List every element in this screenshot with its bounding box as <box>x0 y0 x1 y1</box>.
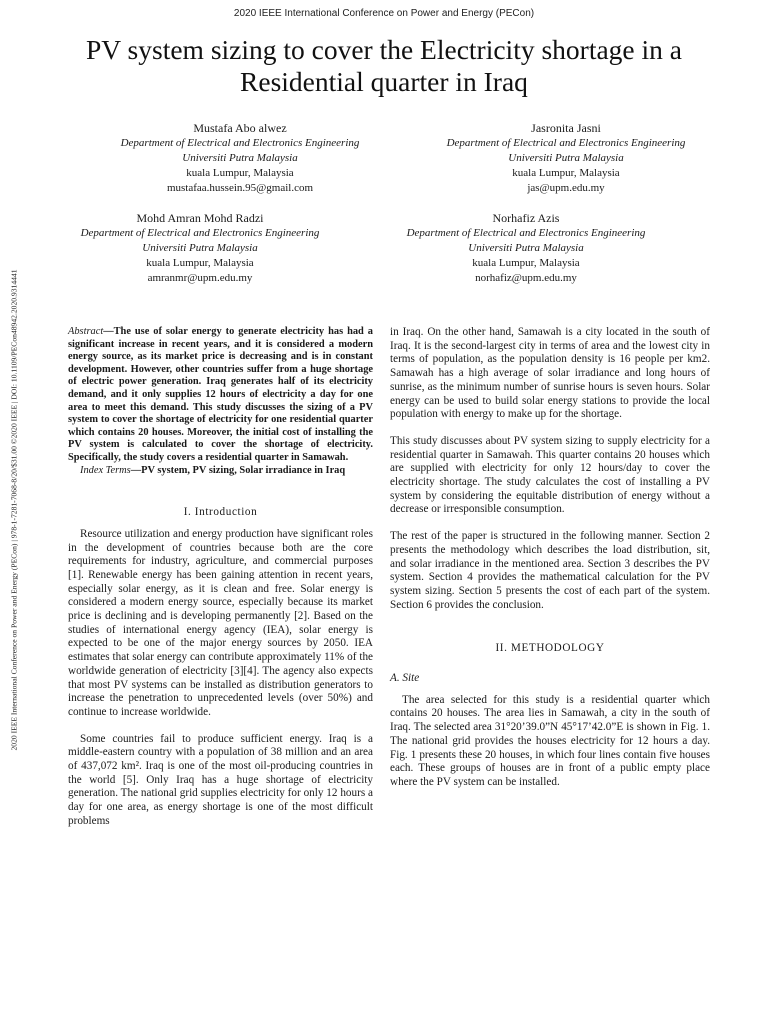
author-email: mustafaa.hussein.95@gmail.com <box>166 182 314 194</box>
author-block-4 <box>376 210 676 286</box>
author-email: amranmr@upm.edu.my <box>147 272 253 284</box>
author-email: norhafiz@upm.edu.my <box>475 272 577 284</box>
abstract <box>68 326 373 465</box>
author-dept: Department of Electrical and Electronics Engineering <box>80 227 320 239</box>
author-city: kuala Lumpur, Malaysia <box>146 257 254 269</box>
author-dept: Department of Electrical and Electronics Engineering <box>446 137 686 149</box>
author-univ: Universiti Putra Malaysia <box>508 152 624 164</box>
author-name: Jasronita Jasni <box>531 121 601 135</box>
author-dept: Department of Electrical and Electronics Engineering <box>406 227 646 239</box>
abstract-text: —The use of solar energy to generate electricity has had a significant increase in recent years, and it is considered a modern energy source, as its market price is decreasing and is in constant development. However, other countries suffer from a huge shortage of electric power generation. Iraq generates half of its electricity demand, and it only supplies 12 hours of electricity a day for one area to meet this demand. This study discusses the sizing of a PV system to cover the shortage of electricity for one residential quarter which contains 20 houses. Moreover, the initial cost of installing the PV system is calculated to cover the shortage of electricity. Specifically, the study covers a residential quarter in Samawah. <box>68 326 373 463</box>
intro-paragraph-4: This study discusses about PV system sizing to supply electricity for a residential quarter in Samawah. This quarter contains 20 houses which are supplied with electricity for only 12 hours/day to cover the electricity shortage. The study calculates the cost of installing a PV system by considering the equitable distribution of energy without a decrease or irresponsible consumption. <box>390 434 710 516</box>
author-name: Norhafiz Azis <box>492 211 560 225</box>
author-univ: Universiti Putra Malaysia <box>182 152 298 164</box>
intro-paragraph-3: in Iraq. On the other hand, Samawah is a city located in the south of Iraq. It is the second-largest city in terms of area and the lowest city in terms of population, as the population density is 16 people per km2. Samawah has a high average of solar irradiance and long hours of sunrise, as the minimum number of sunrise hours is seven hours. Solar energy can be used to build solar energy stations to provide the local population with energy to make up for the shortage. <box>390 326 710 421</box>
author-univ: Universiti Putra Malaysia <box>468 242 584 254</box>
author-dept: Department of Electrical and Electronics Engineering <box>120 137 360 149</box>
paper-title: PV system sizing to cover the Electricity shortage in a Residential quarter in Iraq <box>86 34 682 97</box>
subsection-heading-site: A. Site <box>390 672 420 685</box>
intro-paragraph-2: Some countries fail to produce sufficient energy. Iraq is a middle-eastern country with a population of 38 million and an area of 437,072 km². Iraq is one of the most oil-producing countries in the world [5]. Only Iraq has a huge shortage of electricity generation. The national grid supplies electricity for only 12 hours a day for one area, as energy shortage is one of the most difficult problems <box>68 732 373 827</box>
section-heading-introduction: I. Introduction <box>183 506 258 519</box>
author-name: Mustafa Abo alwez <box>193 121 287 135</box>
author-block-1 <box>90 120 390 196</box>
doi-sidebar-text: 2020 IEEE International Conference on Power and Energy (PECon) | 978-1-7281-7068-8/20/$31.00 ©2020 IEEE | DOI: 10.1109/PECon48942.2020.9314441 <box>9 269 19 751</box>
abstract-lead: Abstract <box>68 326 104 337</box>
author-city: kuala Lumpur, Malaysia <box>186 167 294 179</box>
author-univ: Universiti Putra Malaysia <box>142 242 258 254</box>
index-terms <box>68 465 373 478</box>
author-city: kuala Lumpur, Malaysia <box>472 257 580 269</box>
intro-paragraph-1: Resource utilization and energy production have significant roles in the development of countries because both are the core requirements for industry, agriculture, and commercial purposes [1]. Renewable energy has been gaining attention in recent years, especially solar energy, as it is clean and free. Solar energy is considered a modern energy source, especially because its market price is declining and is developing permanently [2]. Based on the studies of international energy agency (IEA), solar energy is expected to be one of the major energy sources by 2050. IEA estimates that solar energy can contribute approximately 11% of the worldwide generation of electricity [3][4]. The agency also expects that most PV systems can be installed as distribution generators to increase the penetration to unprecedented levels (over 50%) and continue to increase worldwide. <box>68 527 373 718</box>
index-terms-text: —PV system, PV sizing, Solar irradiance in Iraq <box>130 464 346 476</box>
conference-header: 2020 IEEE International Conference on Power and Energy (PECon) <box>233 8 535 19</box>
doi-sidebar <box>6 200 22 820</box>
left-column <box>68 326 373 829</box>
author-block-2 <box>416 120 716 196</box>
intro-paragraph-5: The rest of the paper is structured in the following manner. Section 2 presents the methodology which describes the load distribution, sit, and solar irradiance in the mentioned area. Section 3 describes the PV system. Section 4 provides the mathematical calculation for the PV system sizing. Section 5 presents the cost of each part of the system. Section 6 provides the conclusion. <box>390 530 710 611</box>
right-column <box>390 326 710 790</box>
author-block-3 <box>50 210 350 286</box>
section-heading-methodology: II. METHODOLOGY <box>495 642 605 655</box>
site-paragraph-1: The area selected for this study is a residential quarter which contains 20 houses. The area lies in Samawah, a city in the south of Iraq. The selected area 31°20’39.0”N 45°17’42.0”E is shown in Fig. 1. The national grid provides the houses electricity for 12 hours a day. Fig. 1 presents these 20 houses, in which four lines contain five houses each. These groups of houses are in front of a public empty place where the PV system can be installed. <box>390 693 710 788</box>
author-email: jas@upm.edu.my <box>527 182 605 194</box>
index-terms-lead: Index Terms <box>80 464 131 476</box>
author-name: Mohd Amran Mohd Radzi <box>136 211 264 225</box>
author-city: kuala Lumpur, Malaysia <box>512 167 620 179</box>
